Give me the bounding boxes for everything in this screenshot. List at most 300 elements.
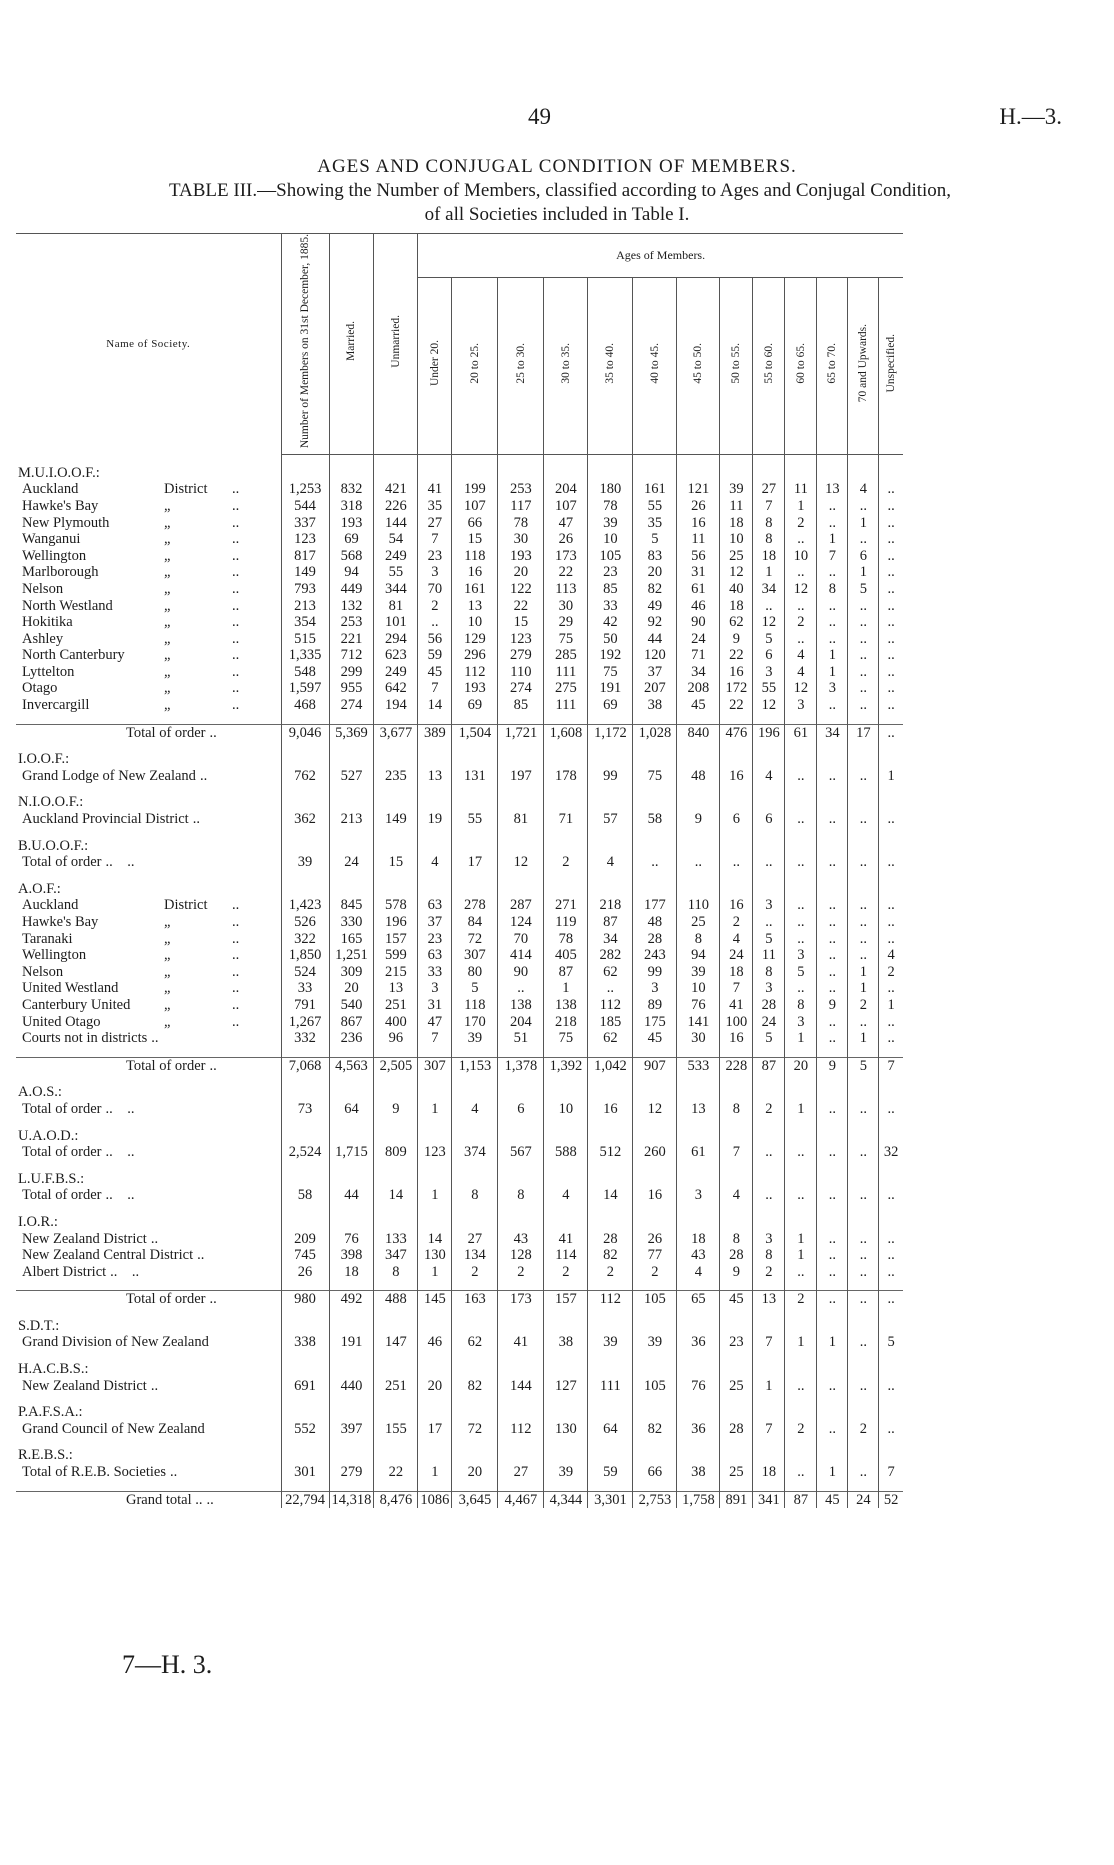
value-cell: 2	[753, 1101, 785, 1118]
spacer-cell	[498, 1118, 544, 1128]
row-label	[16, 664, 281, 681]
leader-dots: ..	[232, 897, 240, 914]
empty-cell	[281, 1128, 329, 1145]
spacer-cell	[588, 1394, 633, 1404]
value-cell: 8	[753, 531, 785, 548]
spacer-cell	[879, 741, 903, 751]
row-label	[16, 614, 281, 631]
empty-cell	[633, 794, 677, 811]
empty-cell	[329, 881, 374, 898]
value-cell: 20	[498, 564, 544, 581]
leader-dots: ..	[209, 724, 217, 741]
value-cell: 39	[677, 964, 720, 981]
value-cell: 157	[544, 1291, 588, 1308]
empty-cell	[785, 1404, 817, 1421]
value-cell: 330	[329, 914, 374, 931]
value-cell: 9	[677, 811, 720, 828]
value-cell: 274	[329, 697, 374, 714]
empty-cell	[452, 465, 498, 482]
value-cell: 23	[588, 564, 633, 581]
value-cell: 7	[418, 680, 452, 697]
table-row	[16, 947, 903, 964]
table-row	[16, 854, 903, 871]
table-row	[16, 680, 903, 697]
spacer-cell	[588, 1118, 633, 1128]
value-cell: 10	[588, 531, 633, 548]
value-cell: 85	[498, 697, 544, 714]
value-cell: 144	[374, 515, 418, 532]
value-cell: 114	[544, 1247, 588, 1264]
value-cell: 17	[418, 1421, 452, 1438]
value-cell: 16	[720, 897, 753, 914]
spacer-cell	[677, 1308, 720, 1318]
value-cell: ..	[848, 768, 879, 785]
empty-cell	[753, 1318, 785, 1335]
value-cell: 111	[544, 664, 588, 681]
society-name: Taranaki	[22, 930, 73, 947]
value-cell: ..	[817, 947, 848, 964]
spacer-cell	[329, 1308, 374, 1318]
society-group-row	[16, 1084, 903, 1101]
spacer-cell	[633, 784, 677, 794]
spacer-cell	[879, 1204, 903, 1214]
value-cell: 1,423	[281, 897, 329, 914]
empty-cell	[848, 1318, 879, 1335]
value-cell: 193	[452, 680, 498, 697]
value-cell: 24	[848, 1491, 879, 1508]
value-cell: 791	[281, 997, 329, 1014]
value-cell: 55	[452, 811, 498, 828]
value-cell: ..	[817, 1144, 848, 1161]
value-cell: ..	[785, 631, 817, 648]
spacer-cell	[329, 1074, 374, 1084]
value-cell: 2	[785, 1291, 817, 1308]
value-cell: 527	[329, 768, 374, 785]
spacer-cell	[720, 1204, 753, 1214]
value-cell: ..	[848, 1247, 879, 1264]
spacer-cell	[16, 1118, 281, 1128]
value-cell: 3	[418, 980, 452, 997]
value-cell: 287	[498, 897, 544, 914]
value-cell: 54	[374, 531, 418, 548]
society-group-name: S.D.T.:	[18, 1317, 60, 1334]
empty-cell	[720, 1214, 753, 1231]
spacer-cell	[329, 871, 374, 881]
value-cell: 891	[720, 1491, 753, 1508]
table-row	[16, 564, 903, 581]
value-cell: 5	[785, 964, 817, 981]
value-cell: 12	[785, 581, 817, 598]
empty-cell	[720, 1447, 753, 1464]
value-cell: ..	[785, 1464, 817, 1481]
header-unspecified	[879, 277, 903, 454]
empty-cell	[452, 838, 498, 855]
spacer-cell	[329, 714, 374, 725]
value-cell: ..	[817, 1101, 848, 1118]
spacer-cell	[452, 1204, 498, 1214]
empty-cell	[879, 838, 903, 855]
empty-cell	[817, 1214, 848, 1231]
spacer-cell	[418, 1118, 452, 1128]
table-row	[16, 931, 903, 948]
district-ditto: „	[164, 647, 171, 664]
value-cell: 163	[452, 1291, 498, 1308]
spacer-cell	[544, 871, 588, 881]
value-cell: ..	[817, 1030, 848, 1047]
empty-cell	[785, 465, 817, 482]
empty-cell	[374, 1128, 418, 1145]
value-cell: ..	[879, 1291, 903, 1308]
value-cell: 180	[588, 481, 633, 498]
value-cell: 71	[544, 811, 588, 828]
spacer-cell	[418, 784, 452, 794]
header-25-30	[498, 277, 544, 454]
spacer-row	[16, 1161, 903, 1171]
empty-cell	[544, 751, 588, 768]
spacer-cell	[281, 1161, 329, 1171]
value-cell: 2,505	[374, 1057, 418, 1074]
spacer-cell	[848, 1437, 879, 1447]
spacer-cell	[281, 1437, 329, 1447]
empty-cell	[720, 838, 753, 855]
spacer-cell	[720, 1481, 753, 1492]
leader-dots: ..	[232, 914, 240, 930]
row-label	[16, 1247, 281, 1264]
society-name: Ashley	[22, 630, 64, 647]
row-label	[16, 548, 281, 565]
empty-cell	[544, 1214, 588, 1231]
spacer-cell	[544, 741, 588, 751]
value-cell: 41	[418, 481, 452, 498]
spacer-cell	[753, 454, 785, 465]
empty-cell	[677, 881, 720, 898]
value-cell: ..	[753, 854, 785, 871]
spacer-cell	[785, 741, 817, 751]
value-cell: 81	[498, 811, 544, 828]
spacer-cell	[879, 1481, 903, 1492]
value-cell: 157	[374, 931, 418, 948]
leader-dots: .. ..	[110, 1263, 140, 1280]
spacer-cell	[677, 454, 720, 465]
value-cell: ..	[848, 1291, 879, 1308]
table-caption-line-2: of all Societies included in Table I.	[424, 204, 690, 225]
district-ditto: „	[164, 980, 171, 997]
spacer-row	[16, 1481, 903, 1492]
row-label	[16, 697, 281, 714]
value-cell: 34	[588, 931, 633, 948]
value-cell: 37	[633, 664, 677, 681]
spacer-cell	[329, 454, 374, 465]
value-cell: 130	[418, 1247, 452, 1264]
leader-dots: ..	[232, 680, 240, 697]
spacer-cell	[16, 828, 281, 838]
society-name: Auckland	[22, 481, 79, 498]
value-cell: 25	[720, 548, 753, 565]
value-cell: 16	[720, 1030, 753, 1047]
value-cell: 29	[544, 614, 588, 631]
empty-cell	[677, 794, 720, 811]
leader-dots: ..	[199, 767, 208, 784]
district-ditto: „	[164, 996, 171, 1013]
spacer-cell	[498, 1161, 544, 1171]
value-cell: 4	[848, 481, 879, 498]
value-cell: 122	[498, 581, 544, 598]
empty-cell	[588, 1447, 633, 1464]
spacer-cell	[374, 1047, 418, 1058]
value-cell: 2	[785, 614, 817, 631]
header-45-50	[677, 277, 720, 454]
page-footer-reference: 7—H. 3.	[122, 1650, 213, 1679]
value-cell: 1,267	[281, 1014, 329, 1031]
total-row	[16, 1491, 903, 1508]
value-cell: 8	[720, 1231, 753, 1248]
empty-cell	[329, 1171, 374, 1188]
value-cell: 92	[633, 614, 677, 631]
value-cell: 130	[544, 1421, 588, 1438]
empty-cell	[848, 1404, 879, 1421]
spacer-cell	[677, 1047, 720, 1058]
value-cell: 58	[281, 1187, 329, 1204]
value-cell: 46	[677, 598, 720, 615]
value-cell: 1,172	[588, 724, 633, 741]
value-cell: 4	[452, 1101, 498, 1118]
value-cell: 1	[544, 980, 588, 997]
value-cell: 134	[452, 1247, 498, 1264]
value-cell: 4	[785, 664, 817, 681]
value-cell: 318	[329, 498, 374, 515]
value-cell: 226	[374, 498, 418, 515]
value-cell: ..	[633, 854, 677, 871]
value-cell: 46	[418, 1334, 452, 1351]
society-name: Grand Lodge of New Zealand	[22, 767, 196, 784]
value-cell: ..	[848, 1334, 879, 1351]
spacer-cell	[588, 828, 633, 838]
value-cell: 1	[785, 1101, 817, 1118]
society-group-row	[16, 881, 903, 898]
value-cell: 55	[374, 564, 418, 581]
value-cell: 588	[544, 1144, 588, 1161]
empty-cell	[677, 1447, 720, 1464]
spacer-cell	[633, 1047, 677, 1058]
table-row	[16, 1231, 903, 1248]
value-cell: 18	[753, 548, 785, 565]
value-cell: 1	[879, 997, 903, 1014]
value-cell: 3	[633, 980, 677, 997]
empty-cell	[753, 751, 785, 768]
empty-cell	[544, 1361, 588, 1378]
empty-cell	[588, 465, 633, 482]
row-label	[16, 724, 281, 741]
empty-cell	[848, 465, 879, 482]
spacer-row	[16, 1204, 903, 1214]
value-cell: 421	[374, 481, 418, 498]
header-label: 25 to 30.	[514, 342, 527, 384]
value-cell: 30	[498, 531, 544, 548]
value-cell: 127	[544, 1378, 588, 1395]
value-cell: 2,524	[281, 1144, 329, 1161]
spacer-cell	[785, 1481, 817, 1492]
value-cell: 253	[498, 481, 544, 498]
empty-cell	[848, 881, 879, 898]
value-cell: 165	[329, 931, 374, 948]
value-cell: 2	[753, 1264, 785, 1281]
value-cell: ..	[848, 664, 879, 681]
spacer-cell	[677, 1074, 720, 1084]
spacer-cell	[452, 454, 498, 465]
value-cell: 22,794	[281, 1491, 329, 1508]
spacer-cell	[544, 714, 588, 725]
value-cell: 2,753	[633, 1491, 677, 1508]
spacer-cell	[374, 1204, 418, 1214]
spacer-cell	[544, 1074, 588, 1084]
value-cell: 213	[281, 598, 329, 615]
spacer-row	[16, 1047, 903, 1058]
table-row	[16, 1144, 903, 1161]
spacer-cell	[677, 1481, 720, 1492]
table-row	[16, 1014, 903, 1031]
value-cell: 4	[785, 647, 817, 664]
spacer-cell	[753, 1351, 785, 1361]
value-cell: ..	[879, 481, 903, 498]
spacer-row	[16, 1280, 903, 1291]
value-cell: ..	[588, 980, 633, 997]
value-cell: ..	[817, 1378, 848, 1395]
empty-cell	[753, 1447, 785, 1464]
value-cell: 337	[281, 515, 329, 532]
header-married	[329, 234, 374, 455]
value-cell: 73	[281, 1101, 329, 1118]
empty-cell	[879, 1318, 903, 1335]
value-cell: 301	[281, 1464, 329, 1481]
spacer-cell	[452, 1481, 498, 1492]
society-group-row	[16, 1128, 903, 1145]
value-cell: ..	[817, 914, 848, 931]
value-cell: 65	[677, 1291, 720, 1308]
spacer-cell	[329, 1280, 374, 1291]
value-cell: 38	[544, 1334, 588, 1351]
empty-cell	[452, 1318, 498, 1335]
society-name: Grand Council of New Zealand	[22, 1420, 205, 1437]
spacer-cell	[720, 784, 753, 794]
value-cell: 39	[633, 1334, 677, 1351]
society-group-row	[16, 1447, 903, 1464]
empty-cell	[452, 1214, 498, 1231]
value-cell: 155	[374, 1421, 418, 1438]
value-cell: 3	[753, 897, 785, 914]
empty-cell	[329, 794, 374, 811]
value-cell: 117	[498, 498, 544, 515]
spacer-cell	[418, 1161, 452, 1171]
empty-cell	[418, 838, 452, 855]
empty-cell	[281, 838, 329, 855]
value-cell: 307	[418, 1057, 452, 1074]
value-cell: 512	[588, 1144, 633, 1161]
empty-cell	[633, 751, 677, 768]
value-cell: ..	[848, 680, 879, 697]
value-cell: 133	[374, 1231, 418, 1248]
value-cell: 9	[817, 1057, 848, 1074]
value-cell: ..	[817, 811, 848, 828]
value-cell: 27	[452, 1231, 498, 1248]
spacer-cell	[720, 741, 753, 751]
header-30-35	[544, 277, 588, 454]
header-label: 70 and Upwards.	[857, 323, 870, 403]
society-group-row	[16, 838, 903, 855]
leader-dots: ..	[232, 980, 240, 997]
value-cell: 4	[879, 947, 903, 964]
value-cell: ..	[879, 1030, 903, 1047]
value-cell: 173	[498, 1291, 544, 1308]
spacer-cell	[753, 784, 785, 794]
empty-cell	[281, 1361, 329, 1378]
value-cell: 476	[720, 724, 753, 741]
value-cell: 38	[677, 1464, 720, 1481]
leader-dots: ..	[151, 1030, 159, 1047]
spacer-cell	[329, 1047, 374, 1058]
empty-cell	[588, 751, 633, 768]
value-cell: 120	[633, 647, 677, 664]
value-cell: 5	[753, 1030, 785, 1047]
value-cell: 16	[720, 664, 753, 681]
spacer-cell	[817, 714, 848, 725]
spacer-cell	[879, 454, 903, 465]
value-cell: 87	[588, 914, 633, 931]
empty-cell	[817, 1171, 848, 1188]
value-cell: 907	[633, 1057, 677, 1074]
spacer-cell	[281, 1118, 329, 1128]
table-row	[16, 1378, 903, 1395]
value-cell: 251	[374, 997, 418, 1014]
leader-dots: ..	[232, 647, 240, 664]
header-label: 45 to 50.	[692, 342, 705, 384]
empty-cell	[588, 1361, 633, 1378]
value-cell: 24	[329, 854, 374, 871]
empty-cell	[544, 1128, 588, 1145]
society-name: Total of order	[22, 1100, 102, 1117]
spacer-cell	[633, 871, 677, 881]
spacer-cell	[753, 828, 785, 838]
value-cell: 832	[329, 481, 374, 498]
value-cell: ..	[677, 854, 720, 871]
value-cell: ..	[879, 724, 903, 741]
empty-cell	[329, 465, 374, 482]
value-cell: ..	[879, 1264, 903, 1281]
total-row	[16, 1291, 903, 1308]
society-name: Wellington	[22, 547, 87, 564]
value-cell: 7	[753, 498, 785, 515]
value-cell: 13	[452, 598, 498, 615]
value-cell: 2	[544, 854, 588, 871]
empty-cell	[633, 838, 677, 855]
value-cell: 8	[753, 1247, 785, 1264]
value-cell: 42	[588, 614, 633, 631]
empty-cell	[588, 1404, 633, 1421]
spacer-cell	[418, 741, 452, 751]
empty-cell	[281, 1447, 329, 1464]
empty-cell	[785, 1214, 817, 1231]
spacer-cell	[720, 1308, 753, 1318]
district-ditto: „	[164, 497, 171, 514]
district-ditto: „	[164, 614, 171, 631]
spacer-cell	[848, 1204, 879, 1214]
table-row	[16, 914, 903, 931]
spacer-cell	[281, 1481, 329, 1492]
value-cell: ..	[879, 498, 903, 515]
value-cell: 332	[281, 1030, 329, 1047]
spacer-cell	[720, 1074, 753, 1084]
spacer-cell	[281, 1074, 329, 1084]
value-cell: 567	[498, 1144, 544, 1161]
